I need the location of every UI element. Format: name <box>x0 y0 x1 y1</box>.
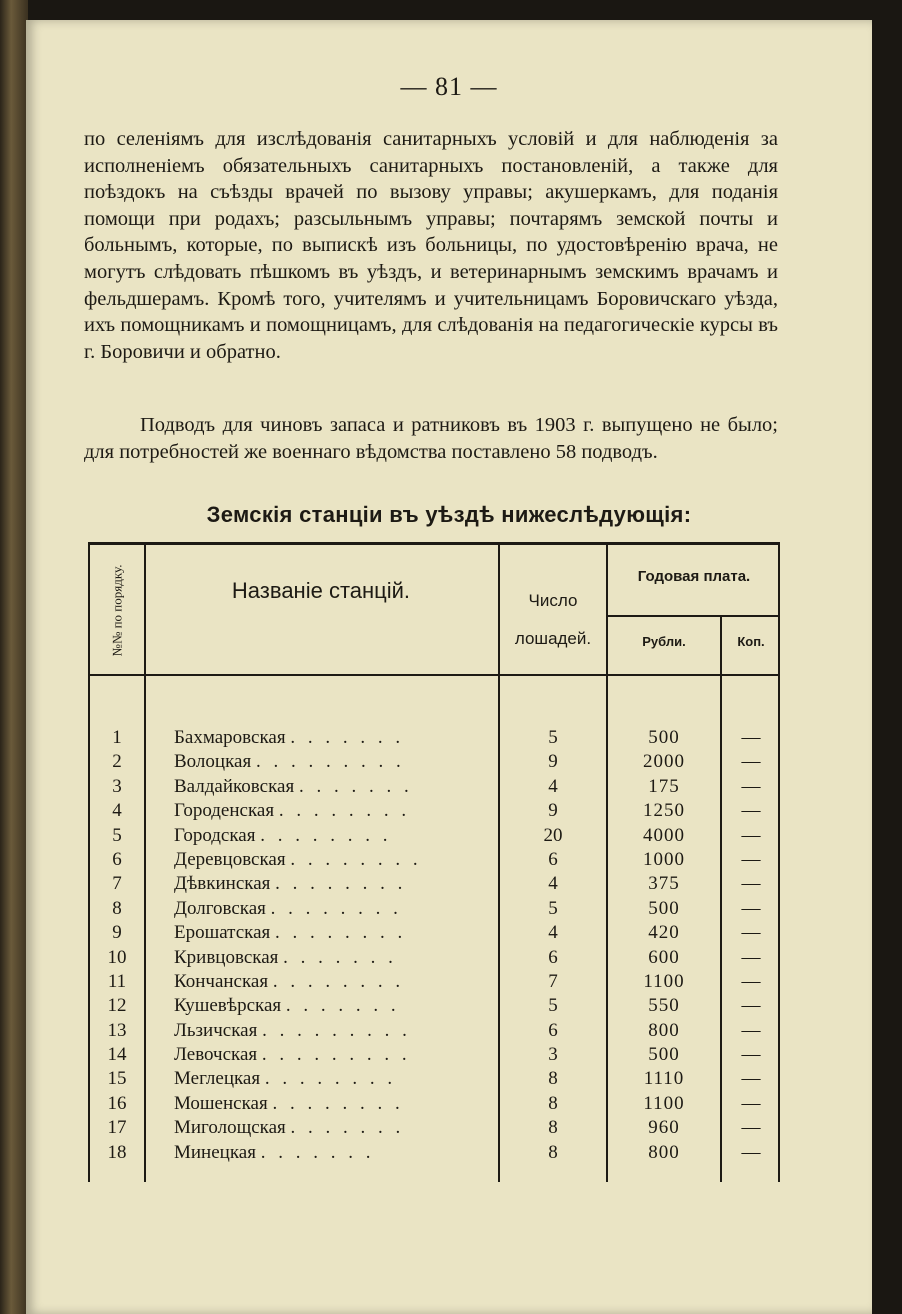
horses-count: 5 <box>548 897 558 919</box>
kopecks-value: — <box>741 824 761 846</box>
table-row <box>88 994 780 1018</box>
kopecks-value: — <box>741 775 761 797</box>
rubles-value: 960 <box>648 1117 680 1139</box>
book-page <box>26 20 872 1314</box>
horses-count: 20 <box>543 824 563 846</box>
kopecks-value: — <box>741 1044 761 1066</box>
header-number: №№ по порядку. <box>109 564 125 656</box>
station-name: Волоцкая . . . . . . . . . <box>174 751 405 773</box>
row-number: 8 <box>112 897 122 919</box>
row-number: 11 <box>107 970 127 992</box>
horses-count: 5 <box>548 995 558 1017</box>
station-name: Мошенская . . . . . . . . <box>174 1092 404 1114</box>
rubles-value: 420 <box>648 922 680 944</box>
station-name: Долговская . . . . . . . . <box>174 897 402 919</box>
table-row <box>88 1019 780 1043</box>
row-number: 16 <box>107 1092 127 1114</box>
header-bottom-rule <box>88 674 780 676</box>
header-annual-pay: Годовая плата. <box>637 568 751 585</box>
row-number: 10 <box>107 946 127 968</box>
horses-count: 6 <box>548 1019 558 1041</box>
table-row <box>88 921 780 945</box>
rubles-value: 4000 <box>643 824 685 846</box>
kopecks-value: — <box>741 800 761 822</box>
row-number: 9 <box>112 922 122 944</box>
rubles-value: 1250 <box>643 800 685 822</box>
table-row <box>88 848 780 872</box>
horses-count: 3 <box>548 1044 558 1066</box>
horses-count: 8 <box>548 1092 558 1114</box>
table-row <box>88 1043 780 1067</box>
header-horses: Число лошадей. <box>514 591 592 648</box>
kopecks-value: — <box>741 1068 761 1090</box>
table-row <box>88 970 780 994</box>
station-name: Кушевѣрская . . . . . . . <box>174 995 400 1017</box>
rubles-value: 500 <box>648 727 680 748</box>
row-number: 6 <box>112 848 122 870</box>
row-number: 14 <box>107 1044 127 1066</box>
table-row <box>88 1067 780 1091</box>
row-number: 17 <box>107 1117 127 1139</box>
station-name: Бахмаровская . . . . . . . <box>174 727 405 748</box>
station-name: Льзичская . . . . . . . . . <box>174 1019 411 1041</box>
horses-count: 8 <box>548 1068 558 1090</box>
row-number: 4 <box>112 800 122 822</box>
kopecks-value: — <box>741 995 761 1017</box>
station-name: Миголощская . . . . . . . <box>174 1117 405 1139</box>
horses-count: 8 <box>548 1141 558 1163</box>
table-body <box>88 726 780 1165</box>
station-name: Дѣвкинская . . . . . . . . <box>174 873 407 895</box>
table-row <box>88 872 780 896</box>
table-row <box>88 824 780 848</box>
rubles-value: 1000 <box>643 848 685 870</box>
kopecks-value: — <box>741 1117 761 1139</box>
station-name: Левочская . . . . . . . . . <box>174 1044 411 1066</box>
paragraph-2: Подводъ для чиновъ запаса и ратниковъ въ 1903 г. выпущено не было; для потребностей же военнаго вѣдомства поставлено 58 подводъ. <box>84 414 778 463</box>
row-number: 2 <box>112 751 122 773</box>
rubles-value: 600 <box>648 946 680 968</box>
kopecks-value: — <box>741 1141 761 1163</box>
rubles-value: 1100 <box>643 970 685 992</box>
horses-count: 4 <box>548 922 558 944</box>
horses-count: 6 <box>548 946 558 968</box>
horses-count: 4 <box>548 775 558 797</box>
header-rubles: Рубли. <box>642 634 686 649</box>
table-row <box>88 946 780 970</box>
horses-count: 9 <box>548 800 558 822</box>
table-row <box>88 897 780 921</box>
rubles-value: 800 <box>648 1141 680 1163</box>
pay-subheader-rule <box>608 615 780 617</box>
horses-count: 7 <box>548 970 558 992</box>
horses-count: 8 <box>548 1117 558 1139</box>
table-row <box>88 750 780 774</box>
table-row <box>88 726 780 750</box>
station-name: Ерошатская . . . . . . . . <box>174 922 407 944</box>
row-number: 7 <box>112 873 122 895</box>
rubles-value: 2000 <box>643 751 685 773</box>
kopecks-value: — <box>741 970 761 992</box>
row-number: 5 <box>112 824 122 846</box>
kopecks-value: — <box>741 1019 761 1041</box>
kopecks-value: — <box>741 873 761 895</box>
table-row <box>88 1116 780 1140</box>
station-name: Минецкая . . . . . . . <box>174 1141 375 1163</box>
row-number: 13 <box>107 1019 127 1041</box>
rubles-value: 550 <box>648 995 680 1017</box>
kopecks-value: — <box>741 848 761 870</box>
kopecks-value: — <box>741 922 761 944</box>
station-name: Кривцовская . . . . . . . <box>174 946 397 968</box>
station-name: Меглецкая . . . . . . . . <box>174 1068 397 1090</box>
section-title: Земскія станціи въ уѣздѣ нижеслѣдующія: <box>206 502 692 527</box>
station-name: Городская . . . . . . . . <box>174 824 392 846</box>
rubles-value: 1100 <box>643 1092 685 1114</box>
rubles-value: 500 <box>648 897 680 919</box>
kopecks-value: — <box>741 727 761 748</box>
table-row <box>88 799 780 823</box>
station-name: Валдайковская . . . . . . . <box>174 775 413 797</box>
horses-count: 4 <box>548 873 558 895</box>
rubles-value: 375 <box>648 873 680 895</box>
row-number: 3 <box>112 775 122 797</box>
rubles-value: 175 <box>648 775 680 797</box>
station-name: Деревцовская . . . . . . . . <box>174 848 422 870</box>
stations-table <box>88 542 780 1182</box>
table-top-rule <box>88 542 780 545</box>
header-station-name: Названіе станцій. <box>231 578 411 603</box>
header-kopecks: Коп. <box>737 634 765 649</box>
kopecks-value: — <box>741 897 761 919</box>
table-row <box>88 1092 780 1116</box>
table-row <box>88 1141 780 1165</box>
row-number: 1 <box>112 727 122 748</box>
paragraph-1: по селеніямъ для изслѣдованія санитарныхъ условій и для наблюденія за исполненіемъ обязательныхъ санитарныхъ постановленій, а также для поѣздокъ на съѣзды врачей по вызову управы; акушеркамъ, для поданія помощи при родахъ; разсыльнымъ управы; почтарямъ земской почты и больнымъ, которые, по выпискѣ изъ больницы, по удостовѣренію врача, не могутъ слѣдовать пѣшкомъ въ уѣздъ, и ветеринарнымъ земскимъ врачамъ и фельдшерамъ. Кромѣ того, учителямъ и учительницамъ Боровичскаго уѣзда, ихъ помощникамъ и помощницамъ, для слѣдованія на педагогическіе курсы въ г. Боровичи и обратно. <box>84 128 778 363</box>
page-number: — 81 — <box>400 72 498 101</box>
station-name: Кончанская . . . . . . . . <box>174 970 405 992</box>
rubles-value: 500 <box>648 1044 680 1066</box>
horses-count: 6 <box>548 848 558 870</box>
rubles-value: 800 <box>648 1019 680 1041</box>
horses-count: 5 <box>548 727 558 748</box>
station-name: Городенская . . . . . . . . <box>174 800 411 822</box>
rubles-value: 1110 <box>643 1068 685 1090</box>
table-row <box>88 775 780 799</box>
kopecks-value: — <box>741 751 761 773</box>
row-number: 18 <box>107 1141 127 1163</box>
kopecks-value: — <box>741 1092 761 1114</box>
book-spine-edge <box>0 0 28 1314</box>
row-number: 12 <box>107 995 127 1017</box>
kopecks-value: — <box>741 946 761 968</box>
row-number: 15 <box>107 1068 127 1090</box>
horses-count: 9 <box>548 751 558 773</box>
